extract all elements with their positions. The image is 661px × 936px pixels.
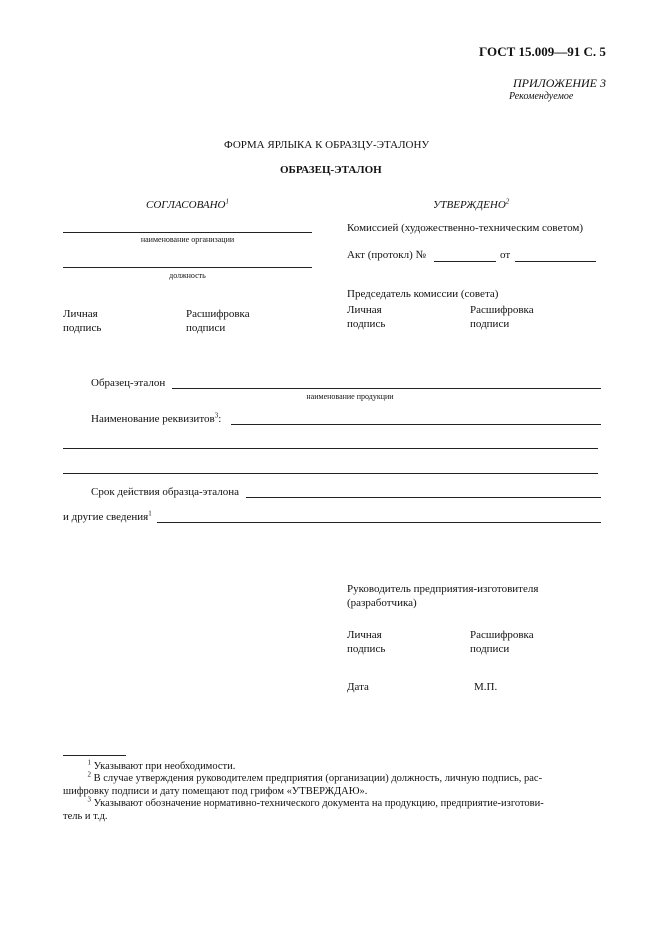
footnote-3-text-2: тель и т.д. [63,811,108,822]
manager-sign-label [347,628,385,656]
act-number-line[interactable] [434,261,496,262]
footnote-3-num: 3 [87,795,91,804]
position-caption: должность [169,271,206,280]
right-sign-label [347,303,385,331]
requisites-line[interactable] [231,424,601,425]
commission-text: Комиссией (художественно-техническим советом) [347,222,584,234]
form-title: ФОРМА ЯРЛЫКА К ОБРАЗЦУ-ЭТАЛОНУ [224,139,430,151]
manager-decode-label-1: Расшифровка [470,629,534,641]
requisites-line-2[interactable] [63,448,598,449]
requisites-sup: 3 [214,411,219,420]
act-label: Акт (протокл) № [347,249,427,261]
manager-decode-label [470,628,534,656]
other-line[interactable] [157,522,601,523]
manager-sign-label-2: подпись [347,643,386,655]
left-decode-label-1: Расшифровка [186,308,250,320]
sample-line[interactable] [172,388,601,389]
sample-label: Образец-эталон [91,377,166,389]
stamp-label: М.П. [474,681,498,693]
form-subtitle: ОБРАЗЕЦ-ЭТАЛОН [280,164,382,176]
approved-heading [433,199,509,211]
footnote-1-num: 1 [87,758,91,767]
footnote-1-text: Указывают при необходимости. [93,761,236,772]
other-label-text: и другие сведения [63,511,149,523]
right-sign-label-1: Личная [347,304,382,316]
approved-heading-text: УТВЕРЖДЕНО [433,199,506,211]
appendix-label: ПРИЛОЖЕНИЕ 3 [513,76,606,90]
validity-line[interactable] [246,497,601,498]
left-sign-label-1: Личная [63,308,98,320]
chairman-label: Председатель комиссии (совета) [347,288,499,300]
right-decode-label-2: подписи [470,318,510,330]
org-caption: наименование организации [140,235,235,244]
recommended-label: Рекомендуемое [509,91,574,102]
requisites-label-text: Наименование реквизитов [91,413,215,425]
requisites-line-3[interactable] [63,473,598,474]
left-decode-label-2: подписи [186,322,226,334]
left-decode-label [186,307,250,335]
footnote-separator [63,755,126,756]
product-caption: наименование продукции [306,392,394,401]
manager-title [347,582,538,610]
right-decode-label [470,303,534,331]
position-line[interactable] [63,267,312,268]
requisites-label: Наименование реквизитов$^3$: [91,411,222,425]
footnote-3 [63,797,603,823]
right-sign-label-2: подпись [347,318,386,330]
footnote-2-num: 2 [87,770,91,779]
act-date-line[interactable] [515,261,596,262]
date-label: Дата [347,681,369,693]
footnote-3-text-1: Указывают обозначение нормативно-технического документа на продукцию, предприятие-изготови- [93,798,544,809]
manager-sign-label-1: Личная [347,629,382,641]
footnote-2 [63,772,603,798]
other-label [63,511,152,523]
approved-heading-sup: 2 [505,197,510,206]
left-sign-label [63,307,101,335]
left-sign-label-2: подпись [63,322,102,334]
manager-decode-label-2: подписи [470,643,510,655]
footnote-2-text-1: В случае утверждения руководителем предприятия (организации) должность, личную подпись, рас- [93,773,543,784]
act-from-label: от [500,249,511,261]
validity-label: Срок действия образца-эталона [91,486,240,498]
manager-title-2: (разработчика) [347,597,417,609]
agreed-heading-sup: 1 [225,197,229,206]
org-line[interactable] [63,232,312,233]
agreed-heading [146,199,229,211]
right-decode-label-1: Расшифровка [470,304,534,316]
footnote-2-text-2: шифровку подписи и дату помещают под грифом «УТВЕРЖДАЮ». [63,786,368,797]
agreed-heading-text: СОГЛАСОВАНО [146,199,226,211]
manager-title-1: Руководитель предприятия-изготовителя [347,583,539,595]
standard-number: ГОСТ 15.009—91 С. 5 [479,44,606,59]
other-sup: 1 [148,509,152,518]
